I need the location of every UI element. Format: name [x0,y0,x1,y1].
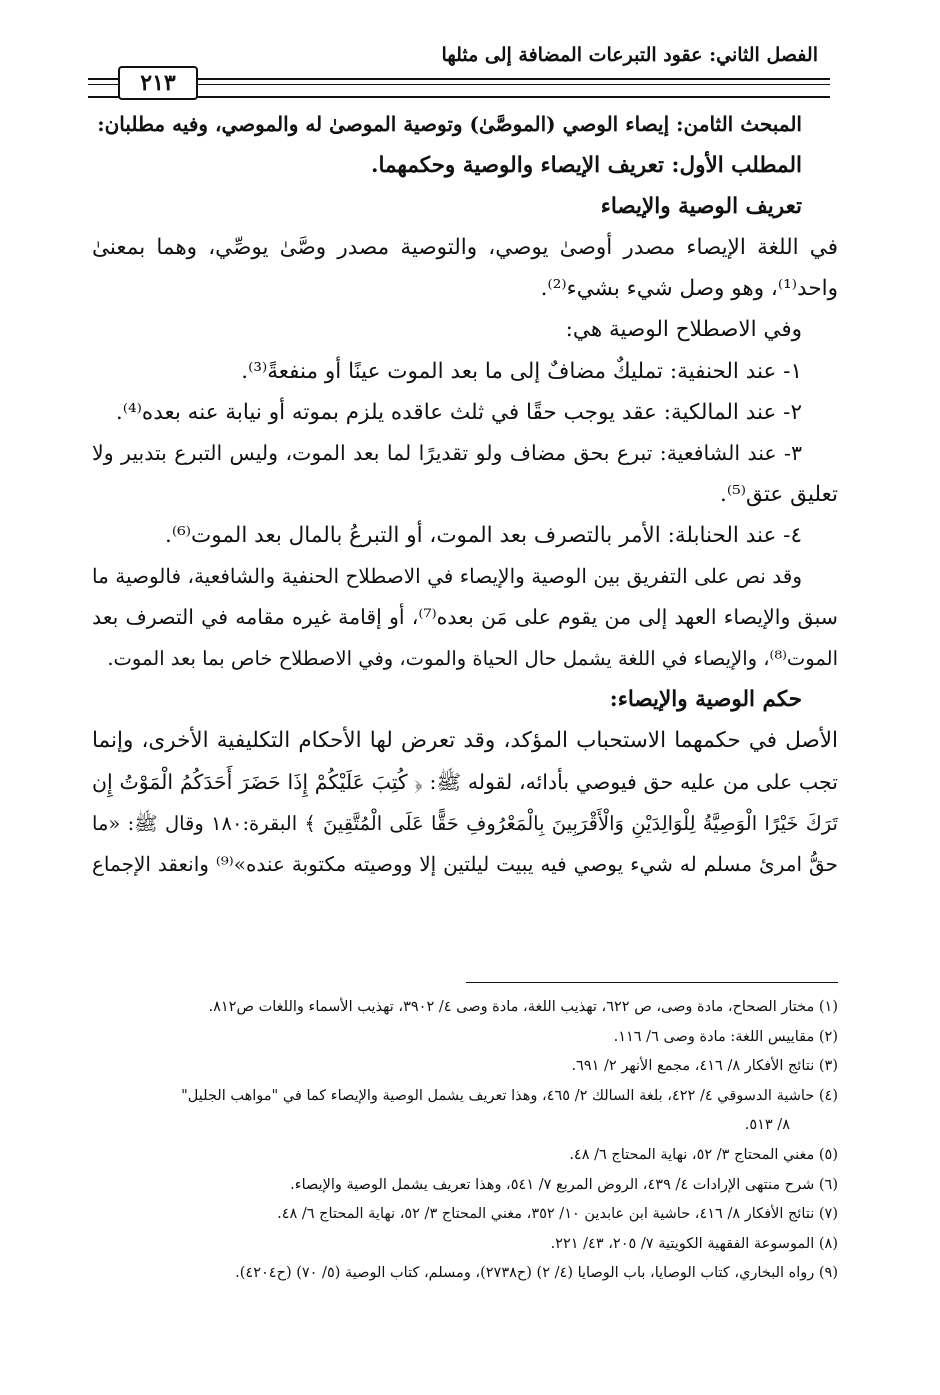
paragraph-line: سبق والإيصاء العهد إلى من يقوم على مَن بعده⁽⁷⁾، أو إقامة غيره مقامه في التصرف بعد [92,605,838,630]
footnote: (٦) شرح منتهى الإرادات ٤/ ٤٣٩، الروض المربع ٧/ ٥٤١، وهذا تعريف يشمل الوصية والإيصاء. [290,1176,838,1193]
header-rule-lower [88,96,830,98]
paragraph-line: حقُّ امرئ مسلم له شيء يوصي فيه يبيت ليلتين إلا ووصيته مكتوبة عنده»⁽⁹⁾ وانعقد الإجماع [92,851,838,876]
footnotes [86,993,838,1289]
paragraph-line: تَرَكَ خَيْرًا الْوَصِيَّةُ لِلْوَالِدَيْنِ وَالْأَقْرَبِينَ بِالْمَعْرُوفِ حَقًّا عَلَى الْمُتَّقِينَ ﴾ البقرة:١٨٠ وقال ﷺ: «ما [92,811,838,835]
footnote: (٩) رواه البخاري، كتاب الوصايا، باب الوصايا (٤/ ٢) (ح٢٧٣٨)، ومسلم، كتاب الوصية (٥/ ٧٠) (ح٤٢٠٤). [235,1265,838,1282]
header-rule [88,78,830,80]
subsection-heading: المطلب الأول: تعريف الإيصاء والوصية وحكمهما. [370,153,802,179]
topic-heading: تعريف الوصية والإيصاء [600,194,802,220]
footnote: (١) مختار الصحاح، مادة وصى، ص ٦٢٢، تهذيب اللغة، مادة وصى ٤/ ٣٩٠٢، تهذيب الأسماء واللغات ص٨١٢. [208,999,838,1015]
footnote-separator [466,982,838,983]
paragraph-line: تعليق عتق⁽⁵⁾. [719,481,838,507]
footnote: (٧) نتائج الأفكار ٨/ ٤١٦، حاشية ابن عابدين ١٠/ ٣٥٢، مغني المحتاج ٣/ ٥٢، نهاية المحتاج ٦/ ٤٨. [277,1206,838,1223]
definition-item: ١- عند الحنفية: تمليكٌ مضافٌ إلى ما بعد الموت عينًا أو منفعةً⁽³⁾. [241,358,802,384]
definition-item: ٤- عند الحنابلة: الأمر بالتصرف بعد الموت، أو التبرعُ بالمال بعد الموت⁽⁶⁾. [165,522,802,548]
paragraph-line: واحد⁽¹⁾، وهو وصل شيء بشيء⁽²⁾. [540,276,838,302]
footnote: (٤) حاشية الدسوقي ٤/ ٤٢٢، بلغة السالك ٢/ ٤٦٥، وهذا تعريف يشمل الوصية والإيصاء كما في "مواهب الجليل" [181,1087,838,1104]
footnote: (٥) مغني المحتاج ٣/ ٥٢، نهاية المحتاج ٦/ ٤٨. [569,1146,838,1163]
footnote: (٨) الموسوعة الفقهية الكويتية ٧/ ٢٠٥، ٤٣/ ٢٢١. [550,1235,838,1252]
paragraph-line: تجب على من عليه حق فيوصي بأدائه، لقوله ﷺ: ﴿ كُتِبَ عَلَيْكُمْ إِذَا حَضَرَ أَحَدَكُمُ الْمَوْتُ إِن [92,769,838,794]
page-number: ٢١٣ [118,66,198,100]
paragraph-line: الأصل في حكمهما الاستحباب المؤكد، وقد تعرض لها الأحكام التكليفية الأخرى، وإنما [92,728,838,754]
footnote-continuation: ٨/ ٥١٣. [744,1117,790,1134]
definition-item: ٣- عند الشافعية: تبرع بحق مضاف ولو تقديرًا لما بعد الموت، وليس التبرع بتدبير ولا [92,440,802,465]
running-header: الفصل الثاني: عقود التبرعات المضافة إلى مثلها [441,44,818,66]
header-rule-thin [88,84,830,85]
body-text [92,104,838,885]
definition-item: ٢- عند المالكية: عقد يوجب حقًا في ثلث عاقده يلزم بموته أو نيابة عنه بعده⁽⁴⁾. [115,399,802,425]
paragraph-line: وفي الاصطلاح الوصية هي: [565,317,802,343]
paragraph-line: في اللغة الإيصاء مصدر أوصىٰ يوصي، والتوصية مصدر وصَّىٰ يوصِّي، وهما بمعنىٰ [92,235,838,261]
footnote: (٢) مقاييس اللغة: مادة وصى ٦/ ١١٦. [613,1028,838,1045]
footnote: (٣) نتائج الأفكار ٨/ ٤١٦، مجمع الأنهر ٢/ ٦٩١. [571,1058,838,1075]
paragraph-line: وقد نص على التفريق بين الوصية والإيصاء في الاصطلاح الحنفية والشافعية، فالوصية ما [92,564,802,589]
topic-heading: حكم الوصية والإيصاء: [609,687,802,713]
paragraph-line: الموت⁽⁸⁾، والإيصاء في اللغة يشمل حال الحياة والموت، وفي الاصطلاح خاص بما بعد الموت. [107,647,838,671]
section-heading: المبحث الثامن: إيصاء الوصي (الموصَّىٰ) وتوصية الموصىٰ له والموصي، وفيه مطلبان: [97,112,802,136]
